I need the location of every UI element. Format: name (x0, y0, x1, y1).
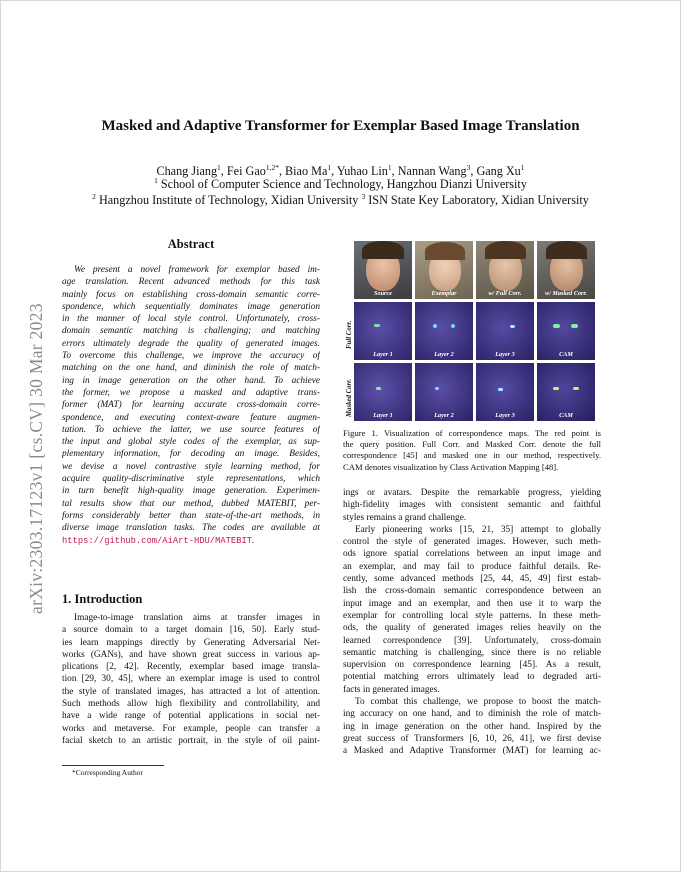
full-corr-cam-map (537, 302, 595, 360)
arxiv-identifier: arXiv:2303.17123v1 [cs.CV] 30 Mar 2023 (26, 303, 46, 614)
text-line: the former, we propose a masked and adaptive trans- (62, 387, 320, 398)
exemplar-portrait (415, 241, 473, 299)
text-line: matching on the one hand, and diminish the role of match- (62, 363, 320, 374)
text-line: We present a novel framework for exemplar based im- (74, 265, 320, 275)
text-line: great success of Transformers [6, 10, 26, 41], we first devise (343, 733, 601, 744)
text-line: plementary information, for decoding an image. Besides, (62, 449, 320, 460)
text-line: lish the cross-domain semantic correspondence between an (343, 586, 601, 597)
right-column-body (343, 487, 601, 758)
text-line: ing in image generation on the other hand. To achieve (62, 375, 320, 386)
footnote-divider (62, 765, 164, 766)
text-line: Such methods allow high flexibility and controllability, and (62, 699, 320, 710)
text-line: input image and an exemplar, and then use it to warp the (343, 598, 601, 609)
abstract-heading: Abstract (167, 237, 215, 251)
row-label-full-corr: Full Corr. (346, 320, 353, 349)
author: Nannan Wang$^3$ (397, 163, 471, 179)
text-line: Image-to-image translation aims at transfer images in (74, 613, 320, 623)
abstract-body (62, 264, 320, 547)
text-line: domain semantic matching is challenging; and matching (62, 326, 320, 337)
full-corr-layer1-map (354, 302, 412, 360)
text-line: CAM denotes visualization by Class Activation Mapping [48]. (343, 461, 559, 472)
text-line: To overcome this challenge, we improve the accuracy of (62, 351, 320, 362)
text-line: facts in generated images. (343, 684, 440, 695)
author: Yuhao Lin$^1$ (336, 163, 392, 179)
text-line: exemplar for controlling local style patterns. In these meth- (343, 610, 601, 621)
text-line: potential matching errors ultimately lead to degraded arti- (343, 672, 601, 683)
figure-label: Layer 3 (495, 351, 515, 358)
text-line: ods, the quality of generated images relies heavily on the (343, 623, 601, 634)
text-line: To combat this challenge, we propose to boost the match- (355, 697, 601, 708)
affiliation-1: $^1$ School of Computer Science and Technology, Hangzhou Dianzi University (154, 176, 527, 192)
text-line: facial sketch to an artistic portrait, in the style of oil paint- (62, 735, 320, 746)
text-line: semantic matching is challenging, since there is no reliable (343, 647, 601, 658)
figure-label: w/ Full Corr. (488, 290, 522, 297)
figure-label: CAM (559, 412, 573, 419)
text-line: supervision on correspondence learning [45]. As a result, (343, 660, 601, 671)
text-line: high-fidelity images with consistent semantic and faithful (343, 500, 601, 511)
text-line: styles remains a grand challenge. (343, 512, 467, 523)
figure-caption (343, 428, 601, 473)
code-url[interactable]: https://github.com/AiArt-HDU/MATEBIT (62, 535, 253, 546)
full-corr-layer3-map (476, 302, 534, 360)
row-label-masked-corr: Masked Corr. (346, 378, 353, 417)
text-line: the query position. Full Corr. and Masked Corr. denote the full (343, 439, 601, 450)
paper-title: Masked and Adaptive Transformer for Exemplar Based Image Translation (101, 118, 580, 134)
figure-label: Layer 1 (373, 412, 393, 419)
text-line: ings or avatars. Despite the remarkable progress, yielding (343, 488, 601, 498)
affiliation-2: $^2$ Hangzhou Institute of Technology, Xidian University $^3$ ISN State Key Laboratory, Xidian University (92, 192, 589, 208)
text-line: correspondence [45] and masked one in our method, respectively. (343, 450, 601, 461)
text-line: age translation. Recent advanced methods for this task (62, 277, 320, 288)
text-line: spondence, which sequentially dominates image generation (62, 301, 320, 312)
masked-corr-layer3-map (476, 363, 534, 421)
figure-label: Source (374, 290, 392, 297)
full-corr-layer2-map (415, 302, 473, 360)
text-line: plications [2, 42]. Recently, exemplar based image transla- (62, 662, 320, 673)
text-line: a Masked and Adaptive Transformer (MAT) for learning ac- (343, 746, 601, 757)
text-line: works (GANs), and have shown great success in various ap- (62, 649, 320, 660)
text-line: cently, some advanced methods [25, 44, 45, 49] first estab- (343, 574, 601, 585)
section-heading: 1. Introduction (62, 592, 143, 606)
text-line: ing in image generation on the other hand. Inspired by the (343, 721, 601, 732)
text-line: a source domain to a target domain [16, 50]. Early stud- (62, 625, 320, 636)
masked-corr-result (537, 241, 595, 299)
text-line: control the style of generated images. However, such meth- (343, 537, 601, 548)
masked-corr-cam-map (537, 363, 595, 421)
figure-label: CAM (559, 351, 573, 358)
figure-label: w/ Masked Corr. (544, 290, 588, 297)
text-line: ing accuracy on one hand, and to diminish the role of match- (343, 709, 601, 720)
text-line: in turn benefit high-quality image generation. Experimen- (62, 486, 320, 497)
text-line: acquire quality-discriminative style representations, which (62, 474, 320, 485)
author: Chang Jiang$^1$ (156, 163, 221, 179)
text-line: an exemplar, and may fail to produce faithful details. Re- (343, 561, 601, 572)
text-line: tion [29, 30, 45], where an exemplar image is used to control (62, 674, 320, 685)
text-line: ies learn mappings directly by Generating Adversarial Net- (62, 637, 320, 648)
footnote: *Corresponding Author (72, 768, 144, 777)
masked-corr-layer1-map (354, 363, 412, 421)
text-line: the input and global style codes of the exemplar, as sup- (62, 437, 320, 448)
text-line: mainly focus on establishing cross-domain semantic corre- (62, 289, 320, 300)
introduction-body (62, 612, 320, 747)
figure-label: Layer 3 (495, 412, 515, 419)
figure-label: Layer 2 (434, 412, 454, 419)
figure-label: Exemplar (431, 290, 457, 297)
masked-corr-layer2-map (415, 363, 473, 421)
text-line: the style of translated images, has attracted a lot of attention. (62, 686, 320, 697)
code-link[interactable]: https://github.com/AiArt-HDU/MATEBIT. (62, 535, 255, 546)
text-line: have a wide range of potential applications in social net- (62, 711, 320, 722)
figure-label: Layer 2 (434, 351, 454, 358)
author: Fei Gao$^{1,2*}$ (226, 163, 279, 179)
author-list: Chang Jiang$^1$, Fei Gao$^{1,2*}$, Biao Ma$^1$, Yuhao Lin$^1$, Nannan Wang$^3$, Gang Xu$^1$ (156, 163, 525, 179)
text-line: in the manner of local style control. Unfortunately, cross- (62, 314, 320, 325)
author: Gang Xu$^1$ (476, 163, 525, 179)
figure-label: Layer 1 (373, 351, 393, 358)
author: Biao Ma$^1$ (285, 163, 332, 179)
text-line: we devise a novel contrastive style learning method, for (62, 461, 320, 472)
text-line: ods ignore spatial correlations between an input image and (343, 549, 601, 560)
figure-1 (343, 241, 601, 425)
text-line: learned correspondence [39]. Unfortunately, cross-domain (343, 635, 601, 646)
text-line: works and metaverse. For example, people can transfer a (62, 723, 320, 734)
text-line: tation. To achieve the latter, we use source features of (62, 424, 320, 435)
full-corr-result (476, 241, 534, 299)
text-line: Figure 1. Visualization of correspondence maps. The red point is (343, 428, 601, 438)
text-line: Early pioneering works [15, 21, 35] attempt to globally (355, 524, 601, 535)
text-line: errors ultimately degrade the quality of generated images. (62, 338, 320, 349)
text-line: forms considerably better than state-of-the-art methods, in (62, 510, 320, 521)
text-line: tal results show that our method, dubbed MATEBIT, per- (62, 498, 320, 509)
text-line: spondence, and executing context-aware feature augmen- (62, 412, 320, 423)
source-portrait (354, 241, 412, 299)
text-line: former (MAT) for learning accurate cross-domain corre- (62, 400, 320, 411)
text-line: diverse image translation tasks. The codes are available at (62, 523, 320, 534)
